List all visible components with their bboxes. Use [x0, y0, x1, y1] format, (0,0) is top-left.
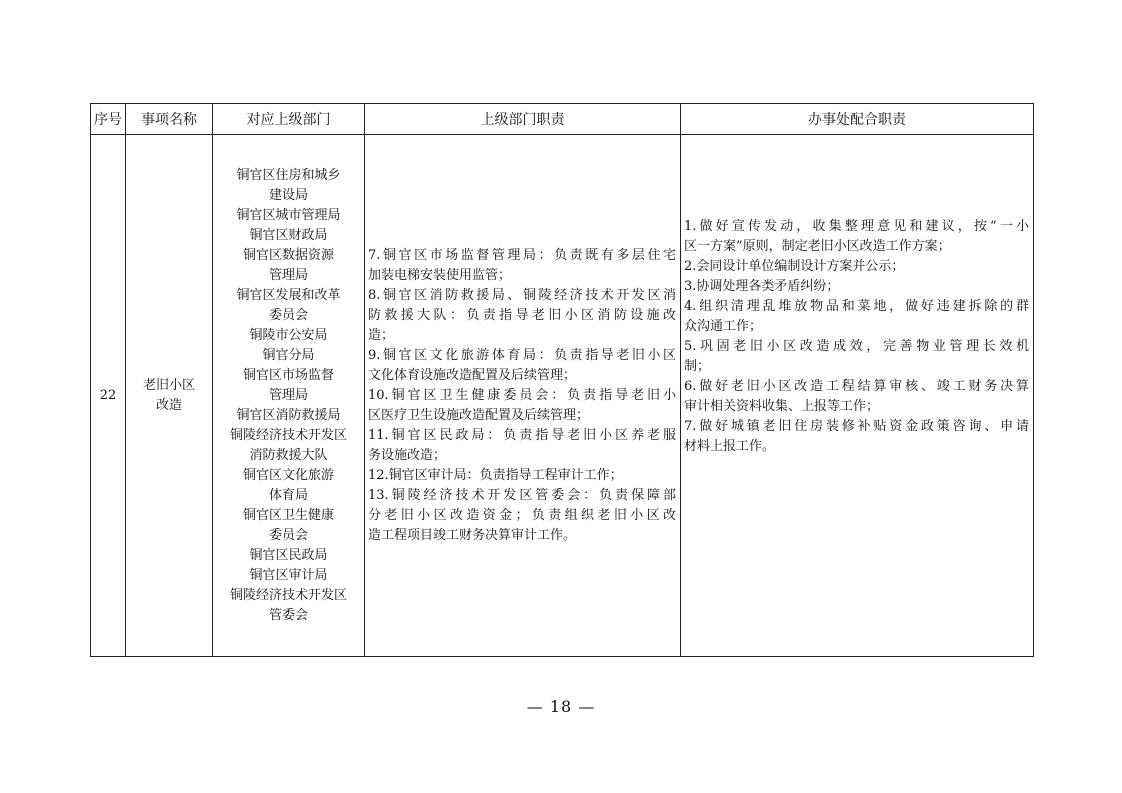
- dept-line: 铜官区住房和城乡: [236, 167, 341, 183]
- duty-line: 区医疗卫生设施改造配置及后续管理；: [368, 407, 590, 423]
- coop-line: 5.巩固老旧小区改造成效，完善物业管理长效机: [684, 338, 1029, 354]
- header-office-coop-duty: 办事处配合职责: [681, 104, 1034, 135]
- dept-line: 管理局: [268, 267, 308, 283]
- dept-line: 体育局: [268, 487, 308, 503]
- coop-line: 审计相关资料收集、上报等工作；: [684, 398, 880, 414]
- coop-line: 7.做好城镇老旧住房装修补贴资金政策咨询、申请: [684, 418, 1029, 434]
- dept-line: 铜官区市场监督: [242, 367, 334, 383]
- dept-line: 铜官区民政局: [249, 547, 328, 563]
- row-office-coop-duty-cell: [681, 135, 1034, 657]
- table-header: [91, 104, 1034, 135]
- header-item-name: 事项名称: [126, 104, 213, 135]
- dept-line: 管理局: [268, 387, 308, 403]
- dept-line: 铜官区发展和改革: [236, 287, 341, 303]
- duty-line: 11.铜官区民政局：负责指导老旧小区养老服: [368, 427, 676, 443]
- dept-line: 铜官分局: [262, 347, 315, 363]
- dept-line: 铜官区文化旅游: [242, 467, 334, 483]
- duty-line: 造；: [368, 327, 395, 343]
- item-name-line: 改造: [155, 397, 182, 413]
- row-seq-cell: [91, 135, 126, 657]
- header-row: [91, 104, 1034, 135]
- dept-line: 建设局: [268, 187, 308, 203]
- coop-line: 4.组织清理乱堆放物品和菜地，做好违建拆除的群: [684, 298, 1029, 314]
- duty-line: 12.铜官区审计局：负责指导工程审计工作；: [368, 467, 623, 483]
- item-name-line: 老旧小区: [142, 377, 195, 393]
- duty-line: 加装电梯安装使用监管；: [368, 267, 512, 283]
- coop-line: 众沟通工作；: [684, 318, 763, 334]
- dept-line: 铜官区财政局: [249, 227, 328, 243]
- dept-line: 铜官区审计局: [249, 567, 328, 583]
- coop-line: 制；: [684, 358, 711, 374]
- dept-line: 铜官区卫生健康: [242, 507, 334, 523]
- coop-line: 材料上报工作。: [684, 438, 776, 454]
- dept-line: 铜陵市公安局: [249, 327, 328, 343]
- dept-line: 委员会: [268, 307, 308, 323]
- row-item-name-cell: [126, 135, 213, 657]
- header-seq: 序号: [91, 104, 126, 135]
- duty-line: 9.铜官区文化旅游体育局：负责指导老旧小区: [368, 347, 676, 363]
- dept-line: 铜官区消防救援局: [236, 407, 341, 423]
- table-body: [91, 135, 1034, 657]
- duty-table: [90, 103, 1034, 657]
- coop-line: 区一方案”原则，制定老旧小区改造工作方案；: [684, 238, 951, 254]
- coop-line: 2.会同设计单位编制设计方案并公示；: [684, 258, 905, 274]
- duty-line: 务设施改造；: [368, 447, 447, 463]
- duty-line: 7.铜官区市场监督管理局：负责既有多层住宅: [368, 247, 676, 263]
- dept-line: 消防救援大队: [249, 447, 328, 463]
- row-dept-cell: [213, 135, 365, 657]
- row-superior-duty-cell: [365, 135, 681, 657]
- dept-line: 铜陵经济技术开发区: [229, 587, 347, 603]
- coop-line: 1.做好宣传发动，收集整理意见和建议，按“一小: [684, 218, 1029, 234]
- header-superior-duty: 上级部门职责: [365, 104, 681, 135]
- row-seq: 22: [99, 388, 117, 403]
- header-superior-dept: 对应上级部门: [213, 104, 365, 135]
- coop-line: 6.做好老旧小区改造工程结算审核、竣工财务决算: [684, 378, 1029, 394]
- duty-line: 文化体育设施改造配置及后续管理；: [368, 367, 577, 383]
- dept-line: 铜官区城市管理局: [236, 207, 341, 223]
- duty-line: 分老旧小区改造资金；负责组织老旧小区改: [368, 507, 676, 523]
- coop-duty-block: [684, 217, 1029, 457]
- page-number: — 18 —: [526, 697, 596, 716]
- duty-line: 13.铜陵经济技术开发区管委会：负责保障部: [368, 487, 676, 503]
- dept-line: 铜陵经济技术开发区: [229, 427, 347, 443]
- dept-line: 管委会: [268, 607, 308, 623]
- duty-line: 造工程项目竣工财务决算审计工作。: [368, 527, 577, 543]
- table-row: [91, 135, 1034, 657]
- dept-line: 委员会: [268, 527, 308, 543]
- coop-line: 3.协调处理各类矛盾纠纷；: [684, 278, 840, 294]
- duty-line: 防救援大队：负责指导老旧小区消防设施改: [368, 307, 676, 323]
- duty-line: 10.铜官区卫生健康委员会：负责指导老旧小: [368, 387, 676, 403]
- dept-line: 铜官区数据资源: [242, 247, 334, 263]
- duty-line: 8.铜官区消防救援局、铜陵经济技术开发区消: [368, 287, 676, 303]
